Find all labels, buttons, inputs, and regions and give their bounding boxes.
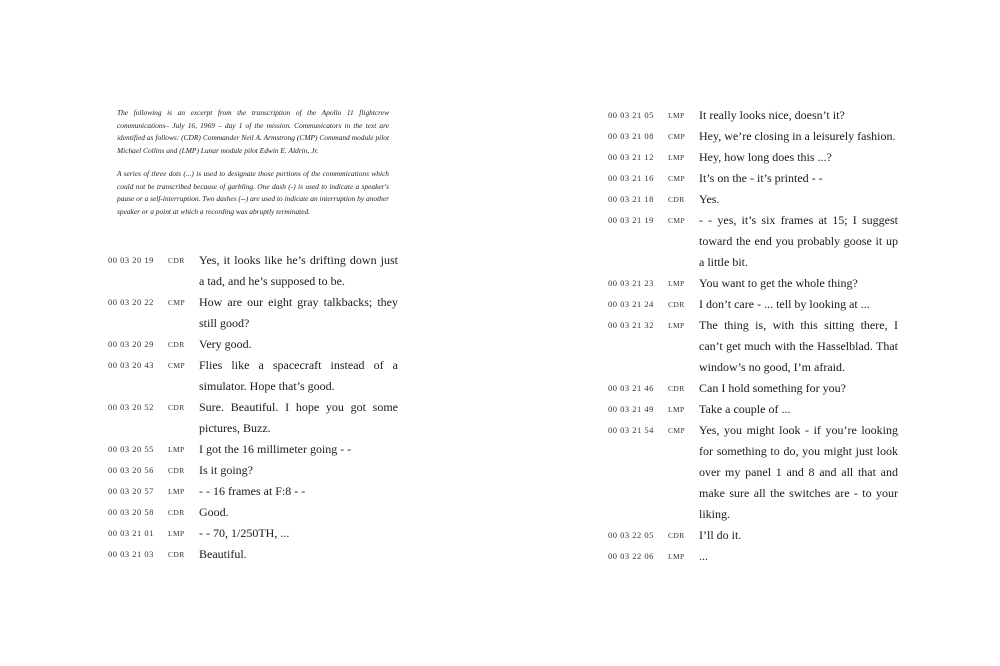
intro-paragraph-2: A series of three dots (...) is used to designate those portions of the commmications which could not be transcribed because of garbling. One dash (-) is used to indicate a speaker's pause or a self-interruption. Two dashes (--) are used to indicate an interruption by another speaker or a point at which a recording was abruptly terminated. (117, 168, 389, 216)
transcript-entry (608, 546, 898, 567)
utterance-text: Yes, it looks like he’s drifting down just a tad, and he’s supposed to be. (199, 253, 398, 288)
speaker-code: CMP (668, 216, 686, 225)
transcript-entry (108, 523, 398, 544)
transcript-column-left (108, 250, 398, 565)
transcript-entry (608, 525, 898, 546)
utterance-text: - - yes, it’s six frames at 15; I suggest toward the end you probably goose it up a little bit. (699, 213, 898, 269)
speaker-code: CDR (168, 403, 185, 412)
transcript-entry (608, 189, 898, 210)
speaker-code: LMP (168, 529, 185, 538)
utterance-text: Can I hold something for you? (699, 381, 846, 395)
utterance-text: How are our eight gray talkbacks; they still good? (199, 295, 398, 330)
timestamp: 00 03 20 57 (108, 486, 154, 496)
speaker-code: LMP (168, 487, 185, 496)
transcript-entry (108, 250, 398, 292)
utterance-text: ... (699, 549, 708, 563)
transcript-entry (108, 439, 398, 460)
timestamp: 00 03 21 32 (608, 320, 654, 330)
speaker-code: CDR (668, 384, 685, 393)
speaker-code: CDR (668, 531, 685, 540)
utterance-text: You want to get the whole thing? (699, 276, 858, 290)
timestamp: 00 03 20 58 (108, 507, 154, 517)
timestamp: 00 03 21 19 (608, 215, 654, 225)
speaker-code: LMP (668, 279, 685, 288)
speaker-code: CDR (168, 508, 185, 517)
transcript-entry (108, 355, 398, 397)
utterance-text: Hey, how long does this ...? (699, 150, 832, 164)
transcript-entry (108, 502, 398, 523)
utterance-text: Take a couple of ... (699, 402, 791, 416)
utterance-text: Flies like a spacecraft instead of a simulator. Hope that’s good. (199, 358, 398, 393)
transcript-entry (608, 147, 898, 168)
transcript-entry (108, 460, 398, 481)
timestamp: 00 03 20 43 (108, 360, 154, 370)
timestamp: 00 03 20 29 (108, 339, 154, 349)
transcript-entry (608, 210, 898, 273)
speaker-code: CDR (168, 466, 185, 475)
utterance-text: Very good. (199, 337, 252, 351)
transcript-entry (608, 105, 898, 126)
timestamp: 00 03 21 12 (608, 152, 654, 162)
transcript-column-right (608, 105, 898, 567)
speaker-code: CMP (668, 426, 686, 435)
timestamp: 00 03 21 24 (608, 299, 654, 309)
transcript-entry (608, 315, 898, 378)
transcript-entry (108, 397, 398, 439)
utterance-text: Sure. Beautiful. I hope you got some pictures, Buzz. (199, 400, 398, 435)
timestamp: 00 03 21 49 (608, 404, 654, 414)
timestamp: 00 03 20 19 (108, 255, 154, 265)
utterance-text: Yes. (699, 192, 720, 206)
utterance-text: It’s on the - it’s printed - - (699, 171, 823, 185)
utterance-text: - - 70, 1/250TH, ... (199, 526, 290, 540)
transcript-entry (108, 292, 398, 334)
utterance-text: Hey, we’re closing in a leisurely fashion. (699, 129, 896, 143)
timestamp: 00 03 21 05 (608, 110, 654, 120)
timestamp: 00 03 21 23 (608, 278, 654, 288)
speaker-code: CMP (668, 132, 686, 141)
speaker-code: CDR (168, 550, 185, 559)
timestamp: 00 03 21 01 (108, 528, 154, 538)
timestamp: 00 03 22 06 (608, 551, 654, 561)
transcript-entry (608, 420, 898, 525)
utterance-text: Good. (199, 505, 229, 519)
utterance-text: It really looks nice, doesn’t it? (699, 108, 845, 122)
speaker-code: CMP (668, 174, 686, 183)
transcript-entry (608, 399, 898, 420)
speaker-code: LMP (668, 111, 685, 120)
speaker-code: LMP (168, 445, 185, 454)
timestamp: 00 03 20 22 (108, 297, 154, 307)
transcript-entry (608, 294, 898, 315)
timestamp: 00 03 20 56 (108, 465, 154, 475)
intro-note (117, 107, 389, 229)
timestamp: 00 03 21 16 (608, 173, 654, 183)
timestamp: 00 03 22 05 (608, 530, 654, 540)
timestamp: 00 03 21 54 (608, 425, 654, 435)
speaker-code: LMP (668, 321, 685, 330)
timestamp: 00 03 20 52 (108, 402, 154, 412)
transcript-entry (108, 481, 398, 502)
speaker-code: LMP (668, 552, 685, 561)
speaker-code: CDR (168, 256, 185, 265)
speaker-code: CDR (168, 340, 185, 349)
transcript-entry (608, 126, 898, 147)
utterance-text: Beautiful. (199, 547, 247, 561)
intro-paragraph-1: The following is an excerpt from the transcription of the Apollo 11 flightcrew communications– July 16, 1969 – day 1 of the mission. Communicators in the text are identified as follows: (CDR) Commander Neil A. Armstrong (CMP) Command module pilot Michael Collins and (LMP) Lunar module pilot Edwin E. Aldrin, Jr. (117, 108, 389, 156)
utterance-text: - - 16 frames at F:8 - - (199, 484, 306, 498)
speaker-code: CMP (168, 361, 186, 370)
transcript-entry (108, 334, 398, 355)
utterance-text: Is it going? (199, 463, 253, 477)
speaker-code: CDR (668, 300, 685, 309)
transcript-entry (608, 273, 898, 294)
timestamp: 00 03 20 55 (108, 444, 154, 454)
utterance-text: I don’t care - ... tell by looking at ... (699, 297, 870, 311)
transcript-entry (608, 168, 898, 189)
utterance-text: I got the 16 millimeter going - - (199, 442, 352, 456)
transcript-entry (108, 544, 398, 565)
speaker-code: LMP (668, 153, 685, 162)
timestamp: 00 03 21 18 (608, 194, 654, 204)
utterance-text: I’ll do it. (699, 528, 742, 542)
utterance-text: Yes, you might look - if you’re looking for something to do, you might just look over my panel 1 and 8 and all that and make sure all the switches are - to your liking. (699, 423, 898, 521)
speaker-code: CDR (668, 195, 685, 204)
transcript-entry (608, 378, 898, 399)
timestamp: 00 03 21 46 (608, 383, 654, 393)
speaker-code: LMP (668, 405, 685, 414)
timestamp: 00 03 21 08 (608, 131, 654, 141)
utterance-text: The thing is, with this sitting there, I can’t get much with the Hasselblad. That window’s no good, I’m afraid. (699, 318, 898, 374)
speaker-code: CMP (168, 298, 186, 307)
timestamp: 00 03 21 03 (108, 549, 154, 559)
